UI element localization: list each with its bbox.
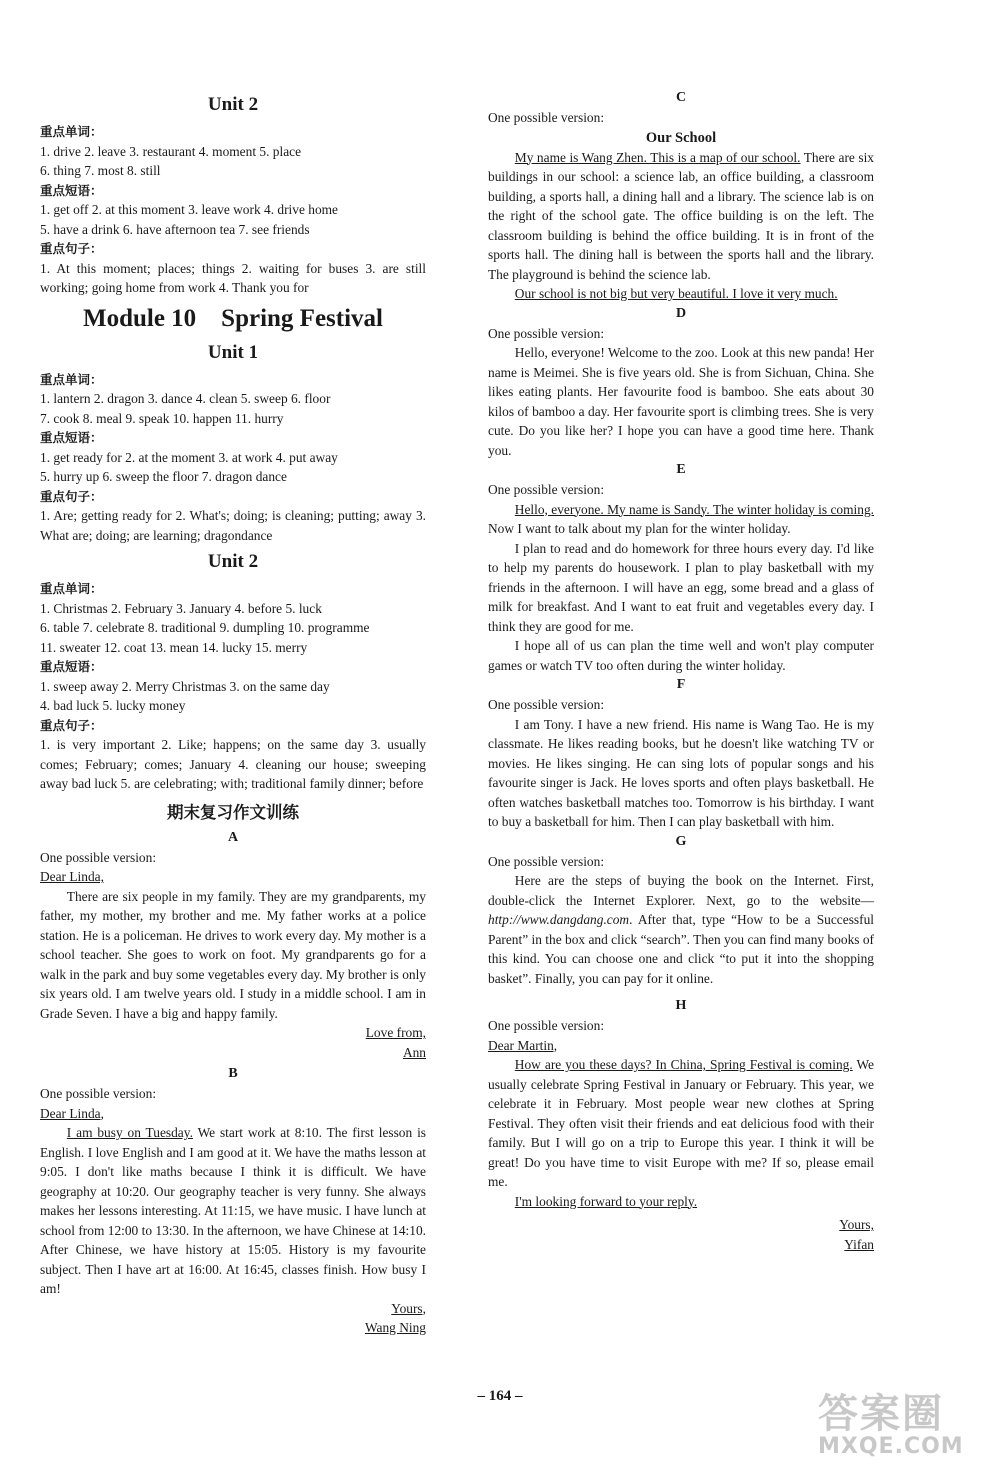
u2-sentences-label: 重点句子： <box>40 241 103 256</box>
watermark-site: MXQE.COM <box>818 1434 964 1459</box>
section-b-body <box>40 1123 426 1299</box>
m10u1-phrases-line2: 5. hurry up 6. sweep the floor 7. dragon dance <box>40 469 287 484</box>
section-g-url: http://www.dangdang.com <box>488 912 630 927</box>
section-h-close-text: Yours, <box>839 1217 874 1232</box>
m10u1-sentences: 1. Are; getting ready for 2. What's; doing; is cleaning; putting; away 3. What are; doing; are learning; dragondance <box>40 508 426 543</box>
m10-unit1-title: Unit 1 <box>207 341 259 363</box>
u2-sentences: 1. At this moment; places; things 2. waiting for buses 3. are still working; going home from work 4. Thank you for <box>40 260 426 295</box>
section-h-p1 <box>488 1055 874 1192</box>
m10u2-phrases-label: 重点短语： <box>40 659 103 674</box>
left-column <box>40 88 426 1338</box>
section-a-greeting: Dear Linda, <box>40 869 104 884</box>
section-a-body: There are six people in my family. They are my grandparents, my father, my mother, my brother and me. My father works at a police station. He is a policeman. He drives to work every day. My mother is a school teacher. She goes to work on foot. My grandparents go for a walk in the park and buy some vegetables every day. My brother is only six years old. I am twelve years old. I study in a middle school. I am in Grade Seven. I have a big and happy family. <box>40 888 426 1021</box>
section-c-opening: My name is Wang Zhen. This is a map of our school. <box>514 149 801 165</box>
m10u2-phrases-line2: 4. bad luck 5. lucky money <box>40 698 186 713</box>
section-h-opening: How are you these days? In China, Spring Festival is coming. <box>514 1057 853 1072</box>
m10u2-words-line2: 6. table 7. celebrate 8. traditional 9. dumpling 10. programme <box>40 620 370 635</box>
section-c-title: Our School <box>645 129 717 146</box>
section-h-greeting: Dear Martin, <box>488 1037 558 1053</box>
section-g-body-1: Here are the steps of buying the book on the Internet. First, double-click the Internet Explorer. Next, go to the website— <box>488 873 874 908</box>
u2-words-label: 重点单词： <box>40 124 103 139</box>
section-e-p2: I plan to read and do homework for three hours every day. I'd like to help my parents do housework. I plan to play basketball with my friends in the afternoon. I will have an egg, some bread and a glass of milk for breakfast. And I want to eat fruit and vegetables every day. I think they are good for me. <box>488 540 874 634</box>
section-c-p2 <box>488 284 874 304</box>
section-b-name: Wang Ning <box>364 1320 426 1335</box>
u2-phrases-label: 重点短语： <box>40 182 103 198</box>
m10u2-words-label: 重点单词： <box>40 581 103 596</box>
section-b-opening: I am busy on Tuesday. <box>66 1125 193 1140</box>
u2-words-line1: 1. drive 2. leave 3. restaurant 4. moment 5. place <box>40 143 302 159</box>
m10u2-words-line1: 1. Christmas 2. February 3. January 4. before 5. luck <box>40 600 322 616</box>
section-a-close <box>40 1023 426 1043</box>
composition-title: 期末复习作文训练 <box>167 802 299 822</box>
section-h-p2 <box>488 1192 874 1212</box>
section-a-signature <box>40 1043 426 1063</box>
section-a-close-text: Love from, <box>365 1025 426 1040</box>
section-c-p1 <box>488 148 874 285</box>
section-h-version: One possible version: <box>488 1018 605 1033</box>
section-h-signature <box>488 1235 874 1255</box>
section-c-p1-text: There are six buildings in our school: a science lab, an office building, a classroom building, a sports hall, a dining hall and a library. The science lab is on the right of the school gate. The office building is on the left. The classroom building is behind the office building. It is in front of the sports hall. The dining hall is between the sports hall and the library. The playground is behind the science lab. <box>488 149 875 282</box>
section-g-body-2: . After that, type “How to be a Successful Parent” in the box and click “search”. Then you can find many books of this kind. You can choose one and click “to put it into the shopping basket”. Finally, you can pay for it online. <box>488 912 874 986</box>
section-f-version: One possible version: <box>488 697 605 712</box>
section-e-p1-text: Now I want to talk about my plan for the winter holiday. <box>488 521 791 536</box>
section-d-letter: D <box>675 305 687 321</box>
m10u2-sentences: 1. is very important 2. Like; happens; on the same day 3. usually comes; February; comes; January 4. cleaning our house; sweeping away bad luck 5. are celebrating; with; traditional family dinner; before <box>40 737 426 791</box>
section-g-letter: G <box>675 833 687 849</box>
m10u1-phrases-label: 重点短语： <box>40 430 103 445</box>
section-e-p3: I hope all of us can plan the time well and won't play computer games or watch TV too often during the winter holiday. <box>488 638 874 673</box>
right-column <box>488 88 874 1254</box>
section-b-close-text: Yours, <box>391 1300 426 1316</box>
m10u2-words-line3: 11. sweater 12. coat 13. mean 14. lucky 15. merry <box>40 639 308 655</box>
m10u1-phrases-line1: 1. get ready for 2. at the moment 3. at work 4. put away <box>40 449 338 465</box>
m10u2-phrases-line1: 1. sweep away 2. Merry Christmas 3. on the same day <box>40 678 330 694</box>
u2-phrases-line1: 1. get off 2. at this moment 3. leave work 4. drive home <box>40 202 339 217</box>
section-b-close <box>40 1299 426 1319</box>
m10u2-sentences-label: 重点句子： <box>40 717 103 733</box>
u2-phrases-line2: 5. have a drink 6. have afternoon tea 7. see friends <box>40 221 310 237</box>
section-b-signature <box>40 1318 426 1338</box>
m10u1-words-line1: 1. lantern 2. dragon 3. dance 4. clean 5. sweep 6. floor <box>40 391 331 406</box>
unit2-title: Unit 2 <box>207 94 259 115</box>
m10u1-words-label: 重点单词： <box>40 371 103 387</box>
module-title: Module 10 Spring Festival <box>82 304 383 332</box>
section-h-p1-text: We usually celebrate Spring Festival in January or February. This year, we celebrate it in February. Most people wear new clothes at Spring Festival. They often visit their friends and eat delicious food with their family. But I will go on a trip to Europe this year. I think it will be great! Do you have time to visit Europe with me? If so, please email me. <box>488 1057 874 1189</box>
section-e-p1 <box>488 500 874 539</box>
section-h-letter: H <box>675 998 687 1013</box>
section-c-version: One possible version: <box>488 110 605 125</box>
section-h-name: Yifan <box>844 1236 874 1252</box>
section-b-letter: B <box>228 1066 238 1081</box>
section-h-close <box>488 1215 874 1235</box>
section-c-letter: C <box>675 90 687 105</box>
section-a-version: One possible version: <box>40 849 157 865</box>
u2-words-line2: 6. thing 7. most 8. still <box>40 163 161 178</box>
watermark-glyphs: 答案圈 <box>818 1391 944 1437</box>
section-d-version: One possible version: <box>488 325 605 341</box>
section-e-letter: E <box>676 462 686 477</box>
section-g-version: One possible version: <box>488 853 605 869</box>
section-b-body-text: We start work at 8:10. The first lesson is English. I love English and I am good at it. We have the maths lesson at 9:05. I don't like maths because I think it is difficult. We have geography at 10:20. Our geography teacher is very funny. She always makes her lessons interesting. At 11:15, we have music. I have lunch at school from 12:00 to 13:30. In the afternoon, we have Chinese at 14:10. After Chinese, we have history at 15:05. History is my favourite subject. Then I have art at 16:00. At 16:45, classes finish. How busy I am! <box>40 1125 427 1296</box>
section-a-letter: A <box>227 829 239 845</box>
watermark-logo <box>818 1392 968 1462</box>
section-f-body: I am Tony. I have a new friend. His name is Wang Tao. He is my classmate. He likes reading books, but he doesn't like watching TV or movies. He likes singing. He can sing lots of popular songs and his favourite singer is Jack. He loves sports and often plays basketball. He often watches basketball matches too. Tomorrow is his birthday. I want to buy a basketball for him. Then I can play basketball with him. <box>488 716 874 829</box>
m10u1-words-line2: 7. cook 8. meal 9. speak 10. happen 11. hurry <box>40 410 284 426</box>
m10-unit2-title: Unit 2 <box>207 551 259 572</box>
section-c-closing: Our school is not big but very beautiful. I love it very much. <box>514 286 838 301</box>
m10u1-sentences-label: 重点句子： <box>40 488 103 504</box>
section-d-body: Hello, everyone! Welcome to the zoo. Look at this new panda! Her name is Meimei. She is five years old. She is from Sichuan, China. She likes eating plants. Her favourite food is bamboo. She eats about 30 kilos of bamboo a day. Her favourite sport is climbing trees. She is very cute. Do you like her? I hope you can have a good time here. Thank you. <box>488 345 874 458</box>
section-g-body <box>488 871 874 988</box>
section-a-name: Ann <box>402 1044 426 1060</box>
page-number: – 164 – <box>477 1388 523 1404</box>
section-e-opening: Hello, everyone. My name is Sandy. The winter holiday is coming. <box>514 501 874 517</box>
section-h-closing: I'm looking forward to your reply. <box>514 1193 698 1209</box>
section-b-greeting: Dear Linda, <box>40 1105 104 1121</box>
section-e-version: One possible version: <box>488 482 605 497</box>
section-b-version: One possible version: <box>40 1086 157 1101</box>
section-f-letter: F <box>676 677 686 692</box>
